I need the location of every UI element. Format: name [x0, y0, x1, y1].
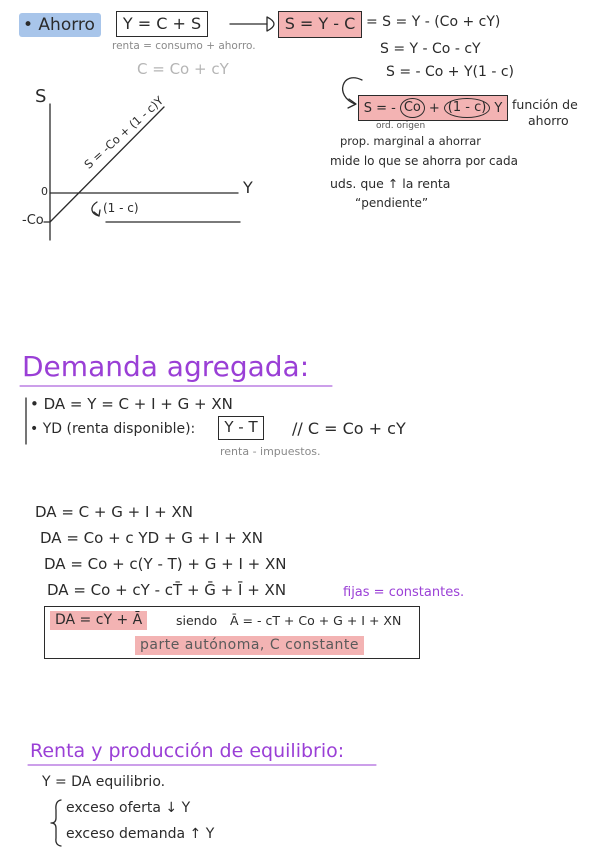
- result-highlight: DA = cY + Ā: [50, 611, 147, 630]
- derivation-line-2: S = Y - Co - cY: [380, 41, 481, 57]
- equilibrio-condition: Y = DA equilibrio.: [42, 774, 166, 790]
- graph-intercept-label: -Co: [22, 213, 44, 228]
- demanda-bullet-1: • DA = Y = C + I + G + XN: [30, 395, 233, 413]
- slope-circle: (1 - c): [444, 98, 491, 118]
- function-prefix: S = -: [363, 100, 396, 116]
- graph-x-label: Y: [243, 178, 253, 197]
- da-step-3: DA = Co + c(Y - T) + G + I + XN: [44, 555, 287, 573]
- slope-explanation-1: mide lo que se ahorra por cada: [330, 154, 518, 168]
- intercept-circle: Co: [400, 98, 425, 118]
- da-step-4: DA = Co + cY - cT̄ + Ḡ + Ī + XN: [47, 581, 287, 599]
- graph-slope-label: (1 - c): [103, 201, 139, 215]
- equilibrio-case-2: exceso demanda ↑ Y: [66, 826, 215, 842]
- savings-function-box: [358, 95, 508, 121]
- identity-note: renta = consumo + ahorro.: [112, 40, 256, 52]
- result-siendo: siendo: [176, 613, 218, 628]
- slope-arrow-head-icon: [94, 210, 100, 216]
- equilibrio-title: Renta y producción de equilibrio:: [30, 740, 345, 762]
- function-label-line-2: ahorro: [528, 113, 569, 128]
- slope-explanation-3: “pendiente”: [355, 196, 429, 210]
- ahorro-heading: • Ahorro: [19, 13, 101, 37]
- graph-y-label: S: [35, 86, 47, 107]
- savings-box: S = Y - C: [278, 11, 362, 38]
- slope-explanation-2: uds. que ↑ la renta: [330, 176, 451, 191]
- consumption-note: // C = Co + cY: [292, 419, 406, 438]
- function-variable: Y: [494, 100, 503, 116]
- equilibrio-case-1: exceso oferta ↓ Y: [66, 800, 191, 816]
- fixed-note: fijas = constantes.: [343, 585, 465, 600]
- da-step-2: DA = Co + c YD + G + I + XN: [40, 529, 263, 547]
- result-definition: Ā = - cT + Co + G + I + XN: [230, 613, 402, 628]
- derivation-line-3: S = - Co + Y(1 - c): [386, 64, 515, 80]
- brace-icon: [51, 800, 61, 846]
- graph-line-label: S = -Co + (1 - c)Y: [81, 93, 167, 172]
- consumption-function: C = Co + cY: [137, 60, 229, 78]
- yd-note: renta - impuestos.: [220, 445, 321, 458]
- derivation-line-1: = S = Y - (Co + cY): [366, 14, 501, 30]
- demanda-bullet-2: • YD (renta disponible):: [30, 421, 196, 437]
- demanda-title: Demanda agregada:: [22, 350, 310, 383]
- function-plus: +: [428, 100, 440, 116]
- slope-note: prop. marginal a ahorrar: [340, 134, 481, 148]
- function-label-line-1: función de: [512, 97, 578, 112]
- autonomous-note: parte autónoma, C constante: [135, 636, 364, 655]
- da-step-1: DA = C + G + I + XN: [35, 503, 193, 521]
- yd-box: Y - T: [218, 416, 264, 440]
- identity-box: Y = C + S: [116, 11, 208, 37]
- graph-origin-label: 0: [41, 185, 48, 198]
- arrow-head-icon: [267, 17, 274, 31]
- intercept-note: ord. origen: [376, 121, 426, 131]
